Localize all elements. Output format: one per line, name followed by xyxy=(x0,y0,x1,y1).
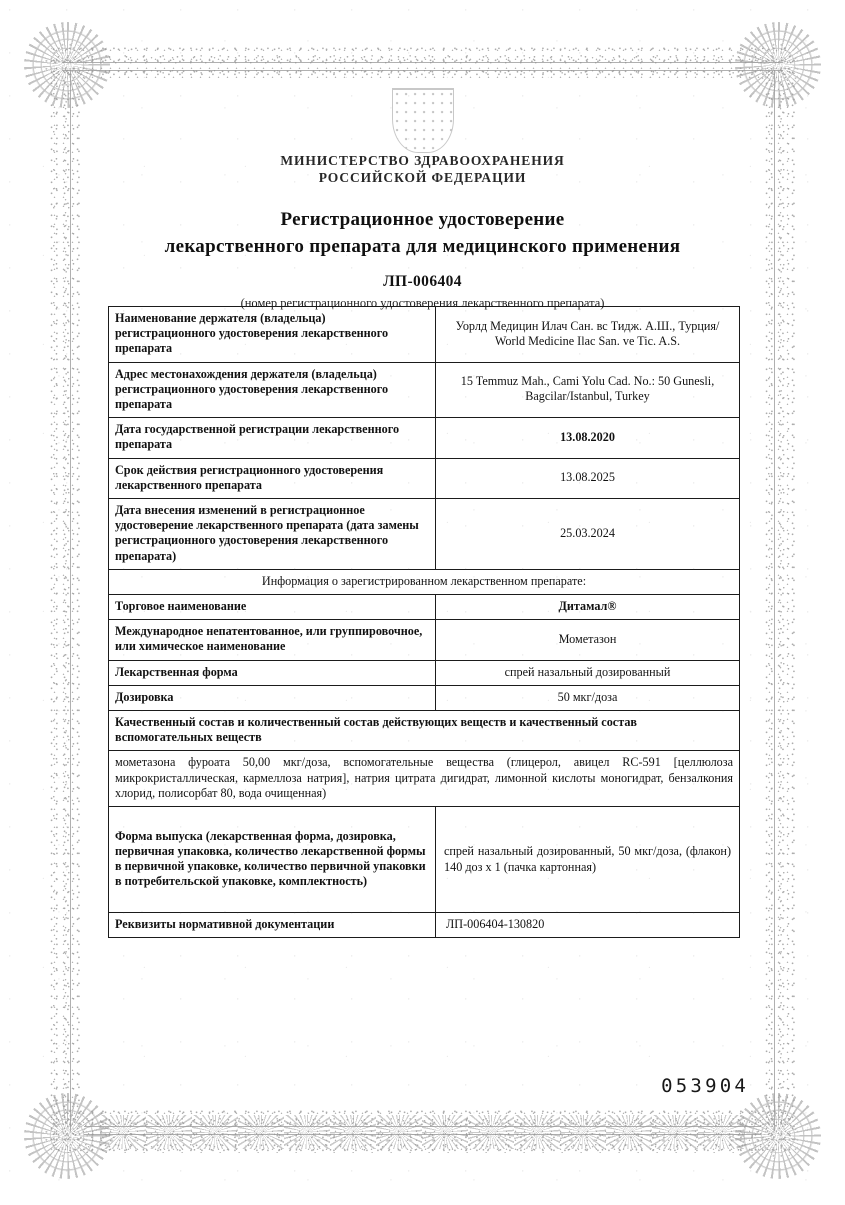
row-label: Наименование держателя (владельца) регистрационного удостоверения лекарственного препарата xyxy=(109,307,436,363)
ministry-line-2: РОССИЙСКОЙ ФЕДЕРАЦИИ xyxy=(318,170,527,185)
floral-ornament-strip xyxy=(100,1115,745,1149)
section-header-label: Информация о зарегистрированном лекарственном препарате: xyxy=(109,569,740,594)
table-row xyxy=(109,499,740,570)
row-value: 13.08.2020 xyxy=(436,418,740,458)
row-value: Мометазон xyxy=(436,620,740,660)
table-row xyxy=(109,595,740,620)
table-row xyxy=(109,620,740,660)
row-label: Торговое наименование xyxy=(109,595,436,620)
row-value: Уорлд Медицин Илач Сан. вс Тидж. А.Ш., Турция/ World Medicine Ilac San. ve Tic. A.S. xyxy=(436,307,740,363)
row-label: Дата государственной регистрации лекарственного препарата xyxy=(109,418,436,458)
border-rule-bottom-inner xyxy=(84,1134,761,1135)
table-section-header-row xyxy=(109,569,740,594)
row-label: Дата внесения изменений в регистрационное удостоверение лекарственного препарата (дата замены регистрационного удостоверения лекарственного препарата) xyxy=(109,499,436,570)
ministry-heading xyxy=(0,152,845,186)
row-label: Реквизиты нормативной документации xyxy=(109,913,436,938)
table-row xyxy=(109,913,740,938)
composition-header-label: Качественный состав и количественный состав действующих веществ и качественный состав вспомогательных веществ xyxy=(109,711,740,751)
registration-number: ЛП-006404 xyxy=(383,273,462,290)
ministry-line-1: МИНИСТЕРСТВО ЗДРАВООХРАНЕНИЯ xyxy=(280,153,565,168)
border-rule-bottom xyxy=(84,1126,761,1127)
row-value: 13.08.2025 xyxy=(436,458,740,498)
serial-number: 053904 xyxy=(661,1075,749,1097)
row-value: 25.03.2024 xyxy=(436,499,740,570)
corner-rosette-bottom-left xyxy=(24,1093,110,1179)
ornamental-band-bottom xyxy=(52,1109,793,1153)
corner-rosette-bottom-right xyxy=(735,1093,821,1179)
row-value: 50 мкг/доза xyxy=(436,685,740,710)
row-value: спрей назальный дозированный xyxy=(436,660,740,685)
row-label: Адрес местонахождения держателя (владельца) регистрационного удостоверения лекарственного препарата xyxy=(109,362,436,418)
registration-details-table xyxy=(108,306,740,938)
table-row xyxy=(109,418,740,458)
row-label: Лекарственная форма xyxy=(109,660,436,685)
table-row xyxy=(109,807,740,913)
document-title xyxy=(0,206,845,260)
row-label: Международное непатентованное, или группировочное, или химическое наименование xyxy=(109,620,436,660)
composition-header-row xyxy=(109,711,740,751)
table-row xyxy=(109,362,740,418)
table-row xyxy=(109,660,740,685)
row-value: 15 Temmuz Mah., Cami Yolu Cad. No.: 50 Gunesli, Bagcilar/Istanbul, Turkey xyxy=(436,362,740,418)
document-title-line-1: Регистрационное удостоверение xyxy=(280,209,565,230)
composition-text: мометазона фуроата 50,00 мкг/доза, вспомогательные вещества (глицерол, авицел RC-591 [целлюлоза микрокристаллическая, кармеллоза натрия], натрия цитрата дигидрат, лимонной кислоты моногидрат, бензалкония хлорид, полисорбат 80, вода очищенная) xyxy=(109,751,740,807)
composition-text-row xyxy=(109,751,740,807)
table-row xyxy=(109,458,740,498)
row-value: спрей назальный дозированный, 50 мкг/доза, (флакон) 140 доз x 1 (пачка картонная) xyxy=(436,807,740,913)
row-label: Срок действия регистрационного удостоверения лекарственного препарата xyxy=(109,458,436,498)
row-label: Дозировка xyxy=(109,685,436,710)
row-value: ЛП-006404-130820 xyxy=(436,913,740,938)
row-value: Дитамал® xyxy=(436,595,740,620)
row-label: Форма выпуска (лекарственная форма, дозировка, первичная упаковка, количество лекарственной формы в первичной упаковке, количество первичной упаковки в потребительской упаковке, комплектность) xyxy=(109,807,436,913)
document-content xyxy=(0,0,845,311)
registration-number-caption: (номер регистрационного удостоверения лекарственного препарата) xyxy=(240,296,605,310)
registration-details-table-wrapper xyxy=(108,306,740,938)
table-row xyxy=(109,307,740,363)
document-title-line-2: лекарственного препарата для медицинского применения xyxy=(164,236,681,257)
table-row xyxy=(109,685,740,710)
